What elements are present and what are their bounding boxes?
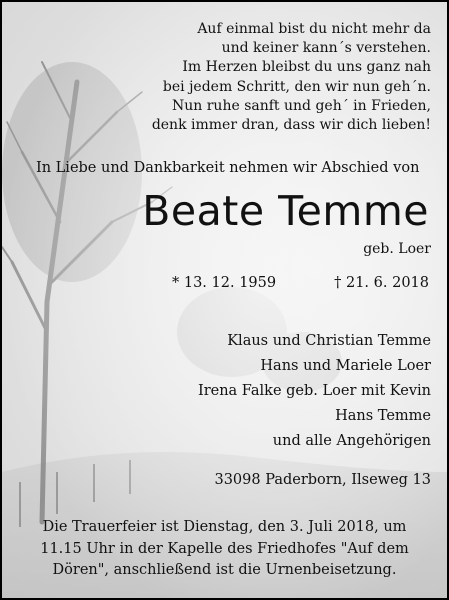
address: 33098 Paderborn, Ilseweg 13 [214, 472, 431, 488]
poem-line: denk immer dran, dass wir dich lieben! [151, 117, 431, 134]
deceased-name: Beate Temme [142, 187, 429, 235]
mourner: und alle Angehörigen [272, 433, 431, 449]
funeral-info [2, 517, 447, 582]
birth-date: * 13. 12. 1959 [172, 275, 277, 291]
farewell-intro: In Liebe und Dankbarkeit nehmen wir Abschied von [36, 160, 420, 176]
funeral-line: Die Trauerfeier ist Dienstag, den 3. Juli 2018, um [42, 519, 407, 535]
poem-line: bei jedem Schritt, den wir nun geh´n. [162, 78, 431, 95]
poem-line: Auf einmal bist du nicht mehr da [197, 21, 431, 37]
poem-line: Im Herzen bleibst du uns ganz nah [182, 59, 431, 76]
mourners-list [198, 329, 431, 454]
maiden-name: geb. Loer [363, 241, 431, 257]
funeral-line: Dören", anschließend ist die Urnenbeisetzung. [52, 562, 397, 578]
mourner: Klaus und Christian Temme [227, 333, 431, 349]
funeral-line: 11.15 Uhr in der Kapelle des Friedhofes "Auf dem [40, 540, 409, 557]
death-date: † 21. 6. 2018 [334, 275, 429, 291]
poem-line: Nun ruhe sanft und geh´ in Frieden, [172, 97, 431, 114]
mourner: Hans Temme [335, 408, 431, 424]
mourner: Hans und Mariele Loer [260, 358, 431, 374]
poem [152, 20, 431, 135]
mourner: Irena Falke geb. Loer mit Kevin [197, 383, 431, 399]
poem-line: und keiner kann´s verstehen. [221, 40, 431, 57]
